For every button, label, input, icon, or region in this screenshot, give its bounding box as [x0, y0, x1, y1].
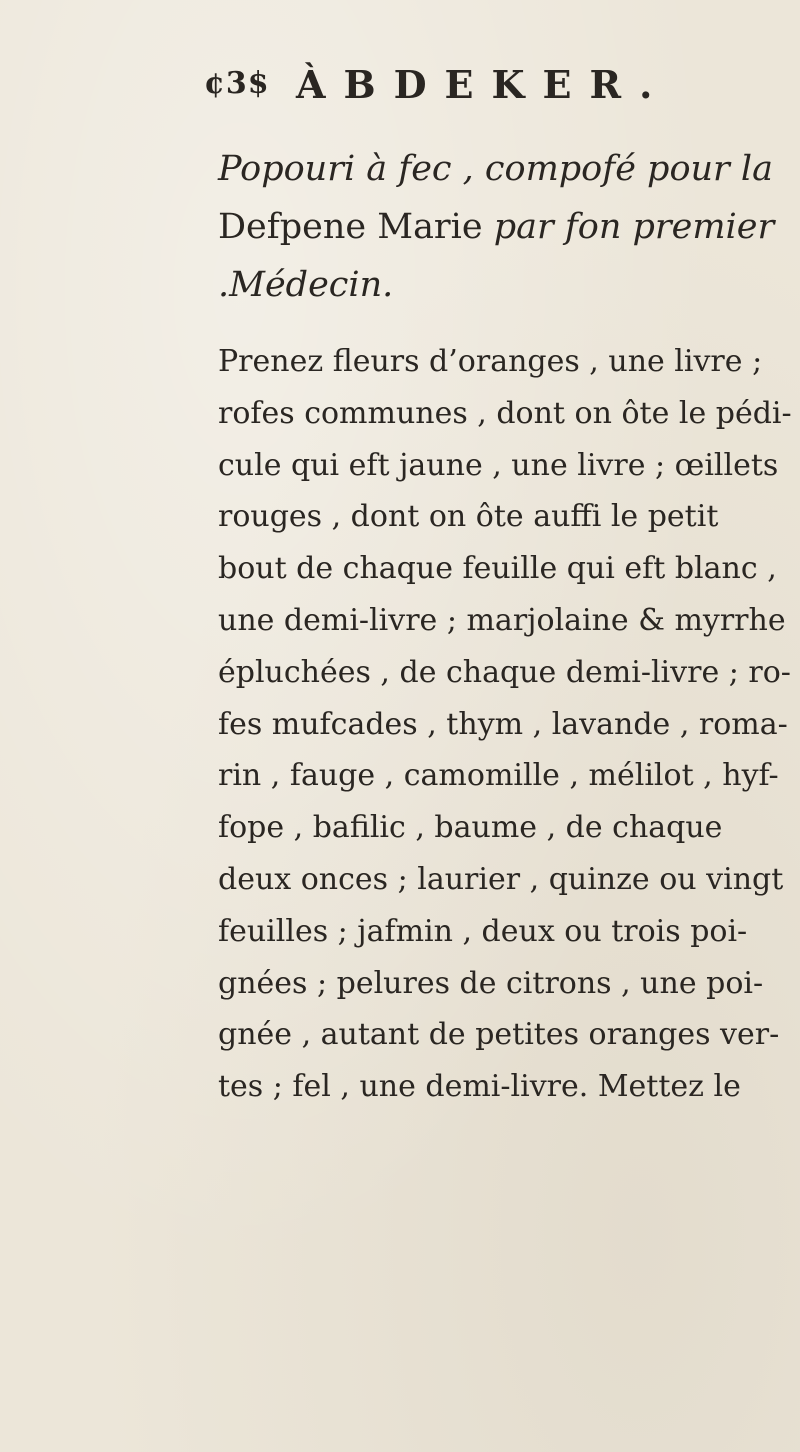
title-line-3: .Médecin. — [218, 265, 394, 305]
body-line: rouges , dont on ôte auffi le petit — [218, 499, 719, 535]
body-line: feuilles ; jafmin , deux ou trois poi- — [218, 913, 748, 949]
title-line-2-italic: par fon premier — [493, 207, 775, 247]
body-line: fope , bafilic , baume , de chaque — [218, 810, 723, 846]
body-line: gnées ; pelures de citrons , une poi- — [218, 965, 764, 1001]
body-line: Prenez fleurs d’oranges , une livre ; — [218, 344, 763, 379]
page-number: ¢3$ — [204, 66, 270, 101]
recipe-body — [218, 336, 792, 1113]
body-line: deux onces ; laurier , quinze ou vingt — [218, 861, 784, 897]
body-line: gnée , autant de petites oranges ver- — [218, 1017, 780, 1053]
body-line: épluchées , de chaque demi-livre ; ro- — [218, 654, 791, 690]
body-line: rin , fauge , camomille , mélilot , hyf- — [218, 758, 779, 794]
title-line-1: Popouri à fec , compofé pour la — [218, 149, 773, 189]
title-line-2 — [218, 198, 775, 256]
body-line: cule qui eft jaune , une livre ; œillets — [218, 447, 779, 483]
body-line: fes mufcades , thym , lavande , roma- — [218, 706, 788, 742]
running-head: ÀBDEKER. — [296, 62, 671, 107]
body-line: bout de chaque feuille qui eft blanc , — [218, 551, 777, 587]
body-line: tes ; fel , une demi-livre. Mettez le — [218, 1069, 741, 1105]
title-line-2-roman: Defpene Marie — [218, 207, 494, 247]
recipe-title — [218, 140, 775, 314]
body-line: rofes communes , dont on ôte le pédi- — [218, 395, 792, 431]
body-line: une demi-livre ; marjolaine & myrrhe — [218, 602, 786, 638]
